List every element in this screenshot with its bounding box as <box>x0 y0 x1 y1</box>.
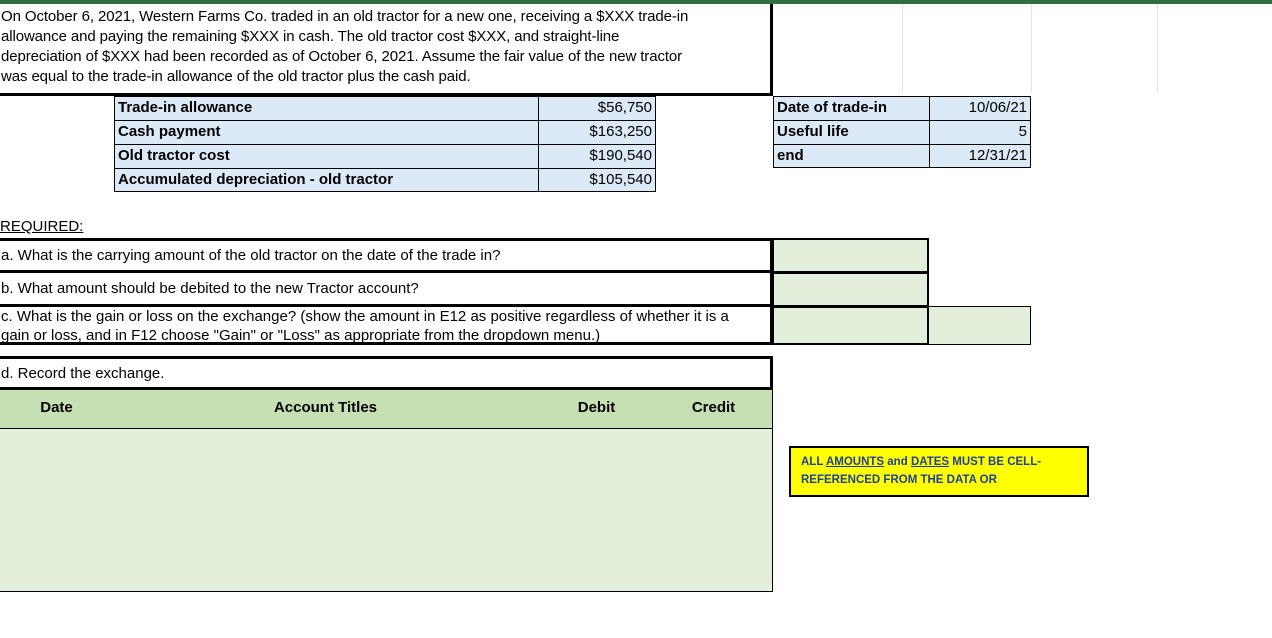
instruction-note <box>789 446 1089 497</box>
cell-accum-depreciation-label[interactable]: Accumulated depreciation - old tractor <box>114 168 539 192</box>
journal-debit-cell[interactable] <box>538 483 656 506</box>
journal-date-cell[interactable] <box>0 429 114 462</box>
cell-useful-life-label[interactable]: Useful life <box>773 120 930 145</box>
journal-credit-cell[interactable] <box>655 461 773 484</box>
journal-debit-cell[interactable] <box>538 569 656 592</box>
problem-line: was equal to the trade-in allowance of the old tractor plus the cash paid. <box>1 68 471 85</box>
journal-date-cell[interactable] <box>0 569 114 592</box>
cell-cash-payment-value[interactable]: $163,250 <box>538 120 656 145</box>
problem-line: depreciation of $XXX had been recorded as of October 6, 2021. Assume the fair value of the new tractor <box>1 48 683 65</box>
journal-account-cell[interactable] <box>113 549 539 570</box>
journal-date-cell[interactable] <box>0 549 114 570</box>
question-c-line: gain or loss, and in F12 choose "Gain" or "Loss" as appropriate from the dropdown menu.) <box>1 327 601 344</box>
answer-c-gain-loss-dropdown[interactable] <box>928 306 1031 345</box>
note-word-amounts: AMOUNTS <box>825 456 885 468</box>
gridline <box>1031 4 1032 92</box>
question-d-text: d. Record the exchange. <box>1 365 165 382</box>
journal-credit-cell[interactable] <box>655 429 773 462</box>
journal-date-cell[interactable] <box>0 461 114 484</box>
journal-debit-cell[interactable] <box>538 549 656 570</box>
question-c-row[interactable] <box>0 306 773 345</box>
journal-debit-cell[interactable] <box>538 527 656 550</box>
journal-credit-cell[interactable] <box>655 549 773 570</box>
journal-account-cell[interactable] <box>113 527 539 550</box>
answer-c-amount-cell[interactable] <box>772 306 929 345</box>
journal-account-cell[interactable] <box>113 461 539 484</box>
journal-date-cell[interactable] <box>0 527 114 550</box>
cell-old-tractor-cost-value[interactable]: $190,540 <box>538 144 656 169</box>
note-word: MUST BE CELL- <box>952 456 1042 468</box>
journal-debit-cell[interactable] <box>538 429 656 462</box>
note-line-2: REFERENCED FROM THE DATA OR <box>801 474 997 486</box>
problem-statement[interactable] <box>0 4 773 96</box>
journal-header-date: Date <box>0 390 114 429</box>
note-line-1 <box>801 453 1087 471</box>
cell-cash-payment-label[interactable]: Cash payment <box>114 120 539 145</box>
answer-a-cell[interactable] <box>772 238 929 273</box>
cell-old-tractor-cost-label[interactable]: Old tractor cost <box>114 144 539 169</box>
required-heading: REQUIRED: <box>0 218 84 235</box>
journal-credit-cell[interactable] <box>655 505 773 528</box>
note-word: and <box>887 456 908 468</box>
problem-line: On October 6, 2021, Western Farms Co. traded in an old tractor for a new one, receiving a $XXX trade-in <box>1 8 689 25</box>
journal-account-cell[interactable] <box>113 505 539 528</box>
journal-date-cell[interactable] <box>0 505 114 528</box>
question-a-row[interactable] <box>0 238 773 273</box>
note-word: ALL <box>801 456 824 468</box>
question-d-row[interactable] <box>0 356 773 390</box>
journal-credit-cell[interactable] <box>655 569 773 592</box>
journal-date-cell[interactable] <box>0 483 114 506</box>
question-a-text: a. What is the carrying amount of the old tractor on the date of the trade in? <box>1 247 501 264</box>
cell-date-of-trade-in-label[interactable]: Date of trade-in <box>773 96 930 121</box>
cell-trade-in-allowance-label[interactable]: Trade-in allowance <box>114 96 539 121</box>
question-c-line: c. What is the gain or loss on the exchange? (show the amount in E12 as positive regardless of whether it is a <box>1 308 729 325</box>
journal-header-debit: Debit <box>538 390 656 429</box>
answer-b-cell[interactable] <box>772 272 929 307</box>
cell-date-of-trade-in-value[interactable]: 10/06/21 <box>929 96 1031 121</box>
question-b-row[interactable] <box>0 272 773 307</box>
problem-line: allowance and paying the remaining $XXX in cash. The old tractor cost $XXX, and straight-line <box>1 28 620 45</box>
question-b-text: b. What amount should be debited to the new Tractor account? <box>1 280 419 297</box>
gridline <box>1157 4 1158 92</box>
journal-header-credit: Credit <box>655 390 773 429</box>
cell-end-label[interactable]: end <box>773 144 930 168</box>
journal-debit-cell[interactable] <box>538 505 656 528</box>
cell-trade-in-allowance-value[interactable]: $56,750 <box>538 96 656 121</box>
journal-debit-cell[interactable] <box>538 461 656 484</box>
note-word-dates: DATES <box>910 456 950 468</box>
journal-account-cell[interactable] <box>113 429 539 462</box>
journal-credit-cell[interactable] <box>655 527 773 550</box>
gridline <box>902 4 903 92</box>
cell-accum-depreciation-value[interactable]: $105,540 <box>538 168 656 192</box>
journal-account-cell[interactable] <box>113 483 539 506</box>
cell-end-value[interactable]: 12/31/21 <box>929 144 1031 168</box>
journal-account-cell[interactable] <box>113 569 539 592</box>
cell-useful-life-value[interactable]: 5 <box>929 120 1031 145</box>
journal-header-account-titles: Account Titles <box>113 390 539 429</box>
journal-credit-cell[interactable] <box>655 483 773 506</box>
